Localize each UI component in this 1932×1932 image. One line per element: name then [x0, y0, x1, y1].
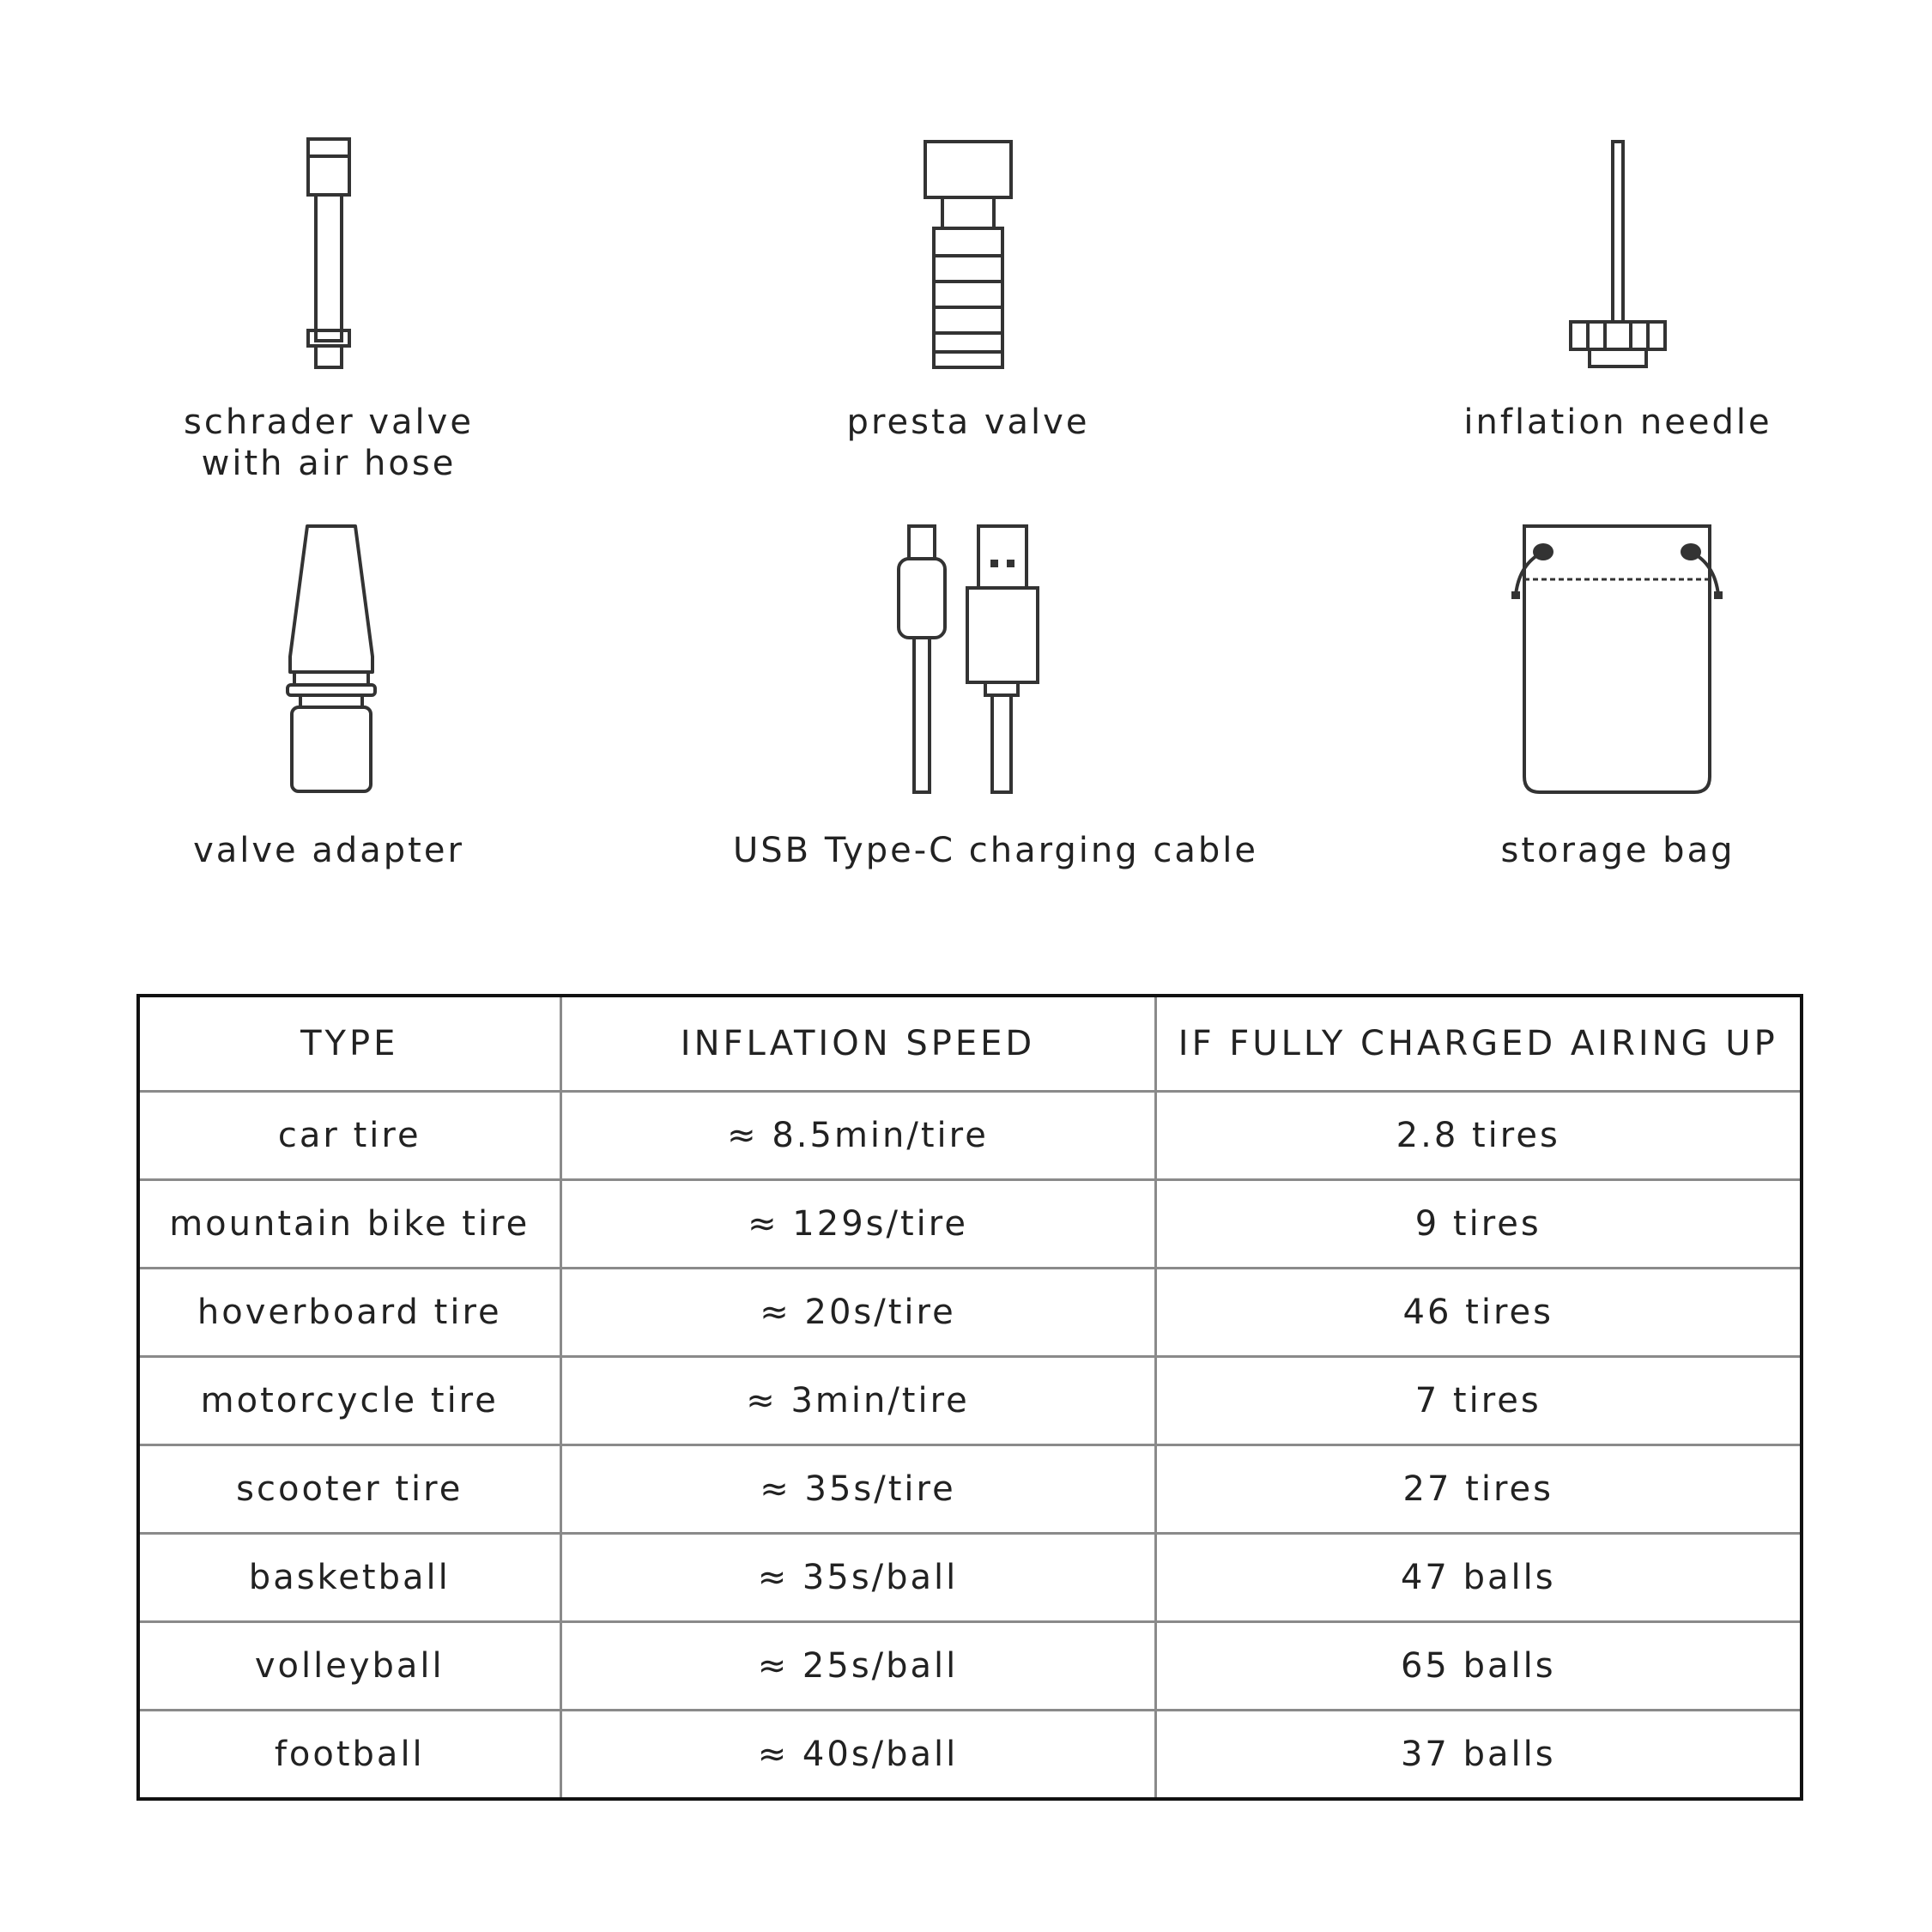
item-label: USB Type-C charging cable: [733, 831, 1258, 870]
table-row: [138, 1445, 1802, 1534]
item-label: schrader valve with air hose: [184, 403, 474, 483]
cell-speed: ≈ 35s/tire: [560, 1445, 1155, 1534]
cell-speed: ≈ 40s/ball: [560, 1711, 1155, 1800]
cell-type: hoverboard tire: [138, 1269, 560, 1357]
item-inflation-needle: [1442, 129, 1794, 489]
inflation-needle-icon: [1442, 129, 1794, 378]
inflation-spec-table: [136, 994, 1803, 1801]
cell-capacity: 9 tires: [1155, 1180, 1802, 1269]
presta-valve-icon: [792, 129, 1144, 378]
item-valve-adapter: [153, 519, 505, 880]
item-usb-cable: [721, 519, 1270, 880]
schrader-valve-icon: [153, 129, 505, 378]
valve-adapter-icon: [153, 519, 505, 802]
cell-capacity: 46 tires: [1155, 1269, 1802, 1357]
cell-capacity: 7 tires: [1155, 1357, 1802, 1445]
cell-capacity: 27 tires: [1155, 1445, 1802, 1534]
header-inflation-speed: INFLATION SPEED: [560, 996, 1155, 1092]
item-presta-valve: [792, 129, 1144, 489]
usb-cable-icon: [721, 519, 1270, 802]
cell-speed: ≈ 129s/tire: [560, 1180, 1155, 1269]
cell-capacity: 2.8 tires: [1155, 1092, 1802, 1180]
cell-capacity: 65 balls: [1155, 1622, 1802, 1711]
item-label: valve adapter: [193, 831, 464, 870]
item-label: presta valve: [846, 403, 1090, 442]
cell-speed: ≈ 35s/ball: [560, 1534, 1155, 1622]
cell-type: volleyball: [138, 1622, 560, 1711]
cell-type: basketball: [138, 1534, 560, 1622]
cell-speed: ≈ 25s/ball: [560, 1622, 1155, 1711]
table-row: [138, 1534, 1802, 1622]
table-row: [138, 1622, 1802, 1711]
cell-capacity: 47 balls: [1155, 1534, 1802, 1622]
table-header-row: [138, 996, 1802, 1092]
cell-type: motorcycle tire: [138, 1357, 560, 1445]
item-label: storage bag: [1500, 831, 1735, 870]
table-row: [138, 1357, 1802, 1445]
cell-type: car tire: [138, 1092, 560, 1180]
header-type: TYPE: [138, 996, 560, 1092]
header-fully-charged: IF FULLY CHARGED AIRING UP: [1155, 996, 1802, 1092]
cell-type: mountain bike tire: [138, 1180, 560, 1269]
item-storage-bag: [1442, 519, 1794, 880]
table-row: [138, 1180, 1802, 1269]
cell-speed: ≈ 20s/tire: [560, 1269, 1155, 1357]
cell-speed: ≈ 3min/tire: [560, 1357, 1155, 1445]
table-row: [138, 1711, 1802, 1800]
item-schrader-valve: [153, 129, 505, 489]
storage-bag-icon: [1442, 519, 1794, 802]
cell-type: scooter tire: [138, 1445, 560, 1534]
cell-type: football: [138, 1711, 560, 1800]
cell-capacity: 37 balls: [1155, 1711, 1802, 1800]
table-row: [138, 1269, 1802, 1357]
cell-speed: ≈ 8.5min/tire: [560, 1092, 1155, 1180]
table-row: [138, 1092, 1802, 1180]
item-label: inflation needle: [1463, 403, 1772, 442]
